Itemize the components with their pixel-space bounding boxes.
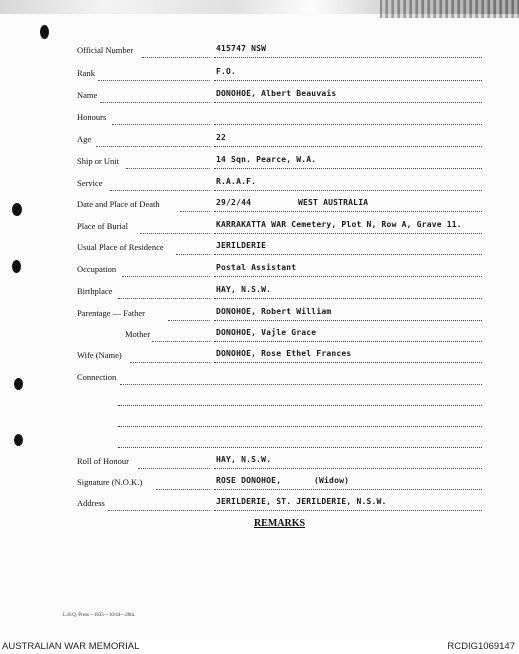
field-label: Date and Place of Death [77,199,160,209]
field-label: Ship or Unit [77,156,120,166]
field-value: DONOHOE, Albert Beauvais [216,89,337,98]
row-roll-of-honour [0,456,519,472]
death-place: WEST AUSTRALIA [298,198,369,207]
scan-edge-dark [380,0,519,18]
row-service [0,178,519,194]
death-date: 29/2/44 [216,198,252,207]
connection-line [0,435,519,451]
field-value: F.O. [216,67,237,76]
field-value: HAY, N.S.W. [216,455,272,464]
row-father [0,308,519,324]
field-value: KARRAKATTA WAR Cemetery, Plot N, Row A, Grave 11. [216,220,462,229]
row-burial [0,221,519,237]
field-label: Name [77,90,98,100]
field-label: Wife (Name) [77,350,122,360]
field-value: HAY, N.S.W. [216,285,272,294]
field-value: DONOHOE, Robert William [216,307,332,316]
row-ship-or-unit [0,156,519,172]
row-honours [0,112,519,128]
row-rank [0,68,519,84]
archive-footer-bar [0,640,519,654]
field-value: Postal Assistant [216,263,297,272]
connection-line [0,393,519,409]
field-label: Age [77,134,92,144]
field-value: DONOHOE, Vajle Grace [216,328,317,337]
field-value: 415747 NSW [216,44,267,53]
field-label: Mother [125,329,151,339]
field-label: Honours [77,112,107,122]
print-code: L.H.Q. Press—1635—10/44—20m. [63,613,136,618]
field-value: R.A.A.F. [216,177,257,186]
record-id: RCDIG1069147 [447,641,515,652]
field-value: ROSE DONOHOE, [216,476,282,485]
field-value: DONOHOE, Rose Ethel Frances [216,349,352,358]
signature-note: (Widow) [314,476,350,485]
row-mother [0,329,519,345]
field-value: 14 Sqn. Pearce, W.A. [216,155,317,164]
row-address [0,498,519,514]
field-label: Service [77,178,103,188]
archive-name: AUSTRALIAN WAR MEMORIAL [2,641,140,652]
row-official-number [0,45,519,61]
field-label: Place of Burial [77,221,128,231]
field-label: Signature (N.O.K.) [77,477,143,487]
row-age [0,134,519,150]
field-label: Occupation [77,264,117,274]
row-residence [0,242,519,258]
field-value: JERILDERIE, ST. JERILDERIE, N.S.W. [216,497,387,506]
field-label: Usual Place of Residence [77,242,164,252]
field-label: Connection [77,372,117,382]
field-label: Official Number [77,45,134,55]
row-wife [0,350,519,366]
row-occupation [0,264,519,280]
field-label: Address [77,498,105,508]
field-label: Roll of Honour [77,456,129,466]
field-label: Birthplace [77,286,113,296]
row-signature [0,477,519,493]
row-birthplace [0,286,519,302]
row-name [0,90,519,106]
field-value: 22 [216,133,227,142]
remarks-heading: REMARKS [253,518,306,529]
row-death [0,199,519,215]
connection-line [0,414,519,430]
field-label: Parentage — Father [77,308,145,318]
field-label: Rank [77,68,95,78]
punch-hole [40,25,49,39]
row-connection [0,372,519,388]
field-value: JERILDERIE [216,241,267,250]
